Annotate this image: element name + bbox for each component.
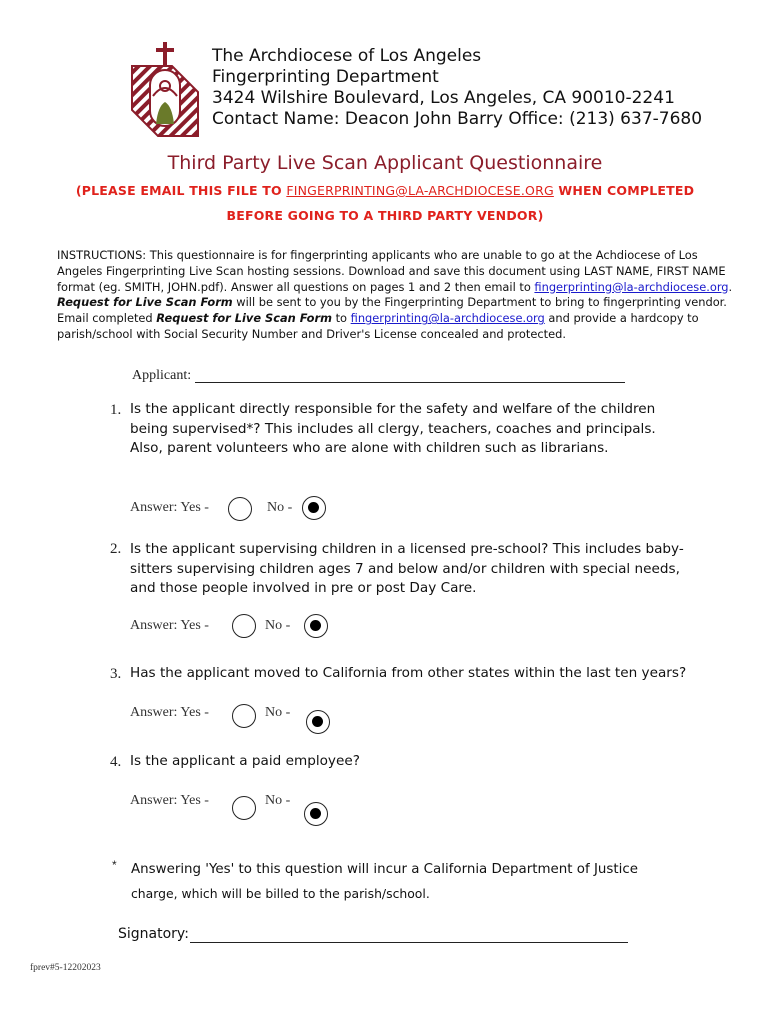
- question-4-text: Is the applicant a paid employee?: [130, 753, 360, 769]
- question-2-number: 2.: [110, 541, 122, 557]
- instructions-text: INSTRUCTIONS: This questionnaire is for fingerprinting applicants who are unable to go at the Achdiocese of Los Angeles Fingerprinting Live Scan hosting sessions. Download and save this document using LAST NAME, FIRST NAME format (eg. SMITH, JOHN.pdf). Answer all questions on pages 1 and 2 then email to: [57, 248, 726, 294]
- signatory-input[interactable]: [190, 942, 628, 943]
- question-3-yes-radio[interactable]: [232, 704, 256, 728]
- question-4-answer-label: Answer: Yes -: [130, 793, 209, 808]
- question-1-answer-label: Answer: Yes -: [130, 500, 209, 515]
- notice-email-link[interactable]: FINGERPRINTING@LA-ARCHDIOCESE.ORG: [286, 183, 554, 198]
- applicant-input[interactable]: [195, 382, 625, 383]
- instructions-text: will be sent to you by the Fingerprinting Department to bring to fingerprinting vendor. Email completed: [57, 295, 727, 326]
- email-notice-line2: BEFORE GOING TO A THIRD PARTY VENDOR): [226, 208, 544, 223]
- question-1-yes-radio[interactable]: [228, 497, 252, 521]
- archdiocese-logo: [128, 40, 202, 138]
- question-3-text: Has the applicant moved to California from other states within the last ten years?: [130, 665, 687, 681]
- request-form-name: Request for Live Scan Form: [156, 311, 332, 326]
- question-4-yes-radio[interactable]: [232, 796, 256, 820]
- question-2-text: Is the applicant supervising children in a licensed pre-school? This includes baby-sitters supervising children ages 7 and below and/or children with special needs, and those people involved in pre or post Day Care.: [130, 541, 684, 597]
- footnote-line-1: Answering 'Yes' to this question will incur a California Department of Justice: [131, 862, 638, 877]
- department-name: Fingerprinting Department: [212, 67, 439, 87]
- question-1-text: Is the applicant directly responsible for the safety and welfare of the children being supervised*? This includes all clergy, teachers, coaches and principals. Also, parent volunteers who are alone with children such as librarians.: [130, 401, 656, 457]
- question-2-yes-radio[interactable]: [232, 614, 256, 638]
- question-2-answer-label: Answer: Yes -: [130, 618, 209, 633]
- instructions-text: to: [331, 311, 351, 326]
- question-2-no-radio[interactable]: [304, 614, 328, 638]
- question-2-no-label: No -: [265, 618, 291, 633]
- question-4-no-radio[interactable]: [304, 802, 328, 826]
- applicant-label: Applicant:: [132, 368, 192, 383]
- question-3-number: 3.: [110, 666, 122, 682]
- instructions-email-link-2[interactable]: fingerprinting@la-archdiocese.org: [350, 311, 545, 326]
- question-3-answer-label: Answer: Yes -: [130, 705, 209, 720]
- instructions-email-link-1[interactable]: fingerprinting@la-archdiocese.org: [534, 279, 729, 294]
- question-3-no-label: No -: [265, 705, 291, 720]
- contact-info: Contact Name: Deacon John Barry Office: (213) 637-7680: [212, 109, 703, 129]
- org-name: The Archdiocese of Los Angeles: [212, 46, 482, 66]
- instructions-text: and provide a hardcopy to parish/school with Social Security Number and Driver's License concealed and protected.: [57, 311, 699, 341]
- footnote-asterisk: *: [112, 858, 117, 872]
- notice-prefix: (PLEASE EMAIL THIS FILE TO: [75, 183, 287, 198]
- notice-suffix: WHEN COMPLETED: [553, 183, 695, 198]
- document-title: Third Party Live Scan Applicant Questionnaire: [167, 152, 603, 174]
- address: 3424 Wilshire Boulevard, Los Angeles, CA 90010-2241: [212, 88, 675, 108]
- question-4-no-label: No -: [265, 793, 291, 808]
- instructions: [57, 248, 737, 343]
- question-1-number: 1.: [110, 402, 122, 418]
- instructions-text: .: [728, 279, 733, 294]
- footnote-line-2: charge, which will be billed to the parish/school.: [131, 886, 430, 901]
- form-number: fprev#5-12202023: [30, 963, 101, 973]
- question-1-no-label: No -: [267, 500, 293, 515]
- email-notice: [0, 183, 770, 198]
- request-form-name: Request for Live Scan Form: [57, 295, 233, 310]
- question-4-number: 4.: [110, 754, 122, 770]
- question-1-no-radio[interactable]: [302, 496, 326, 520]
- signatory-label: Signatory:: [118, 926, 189, 942]
- question-3-no-radio[interactable]: [306, 710, 330, 734]
